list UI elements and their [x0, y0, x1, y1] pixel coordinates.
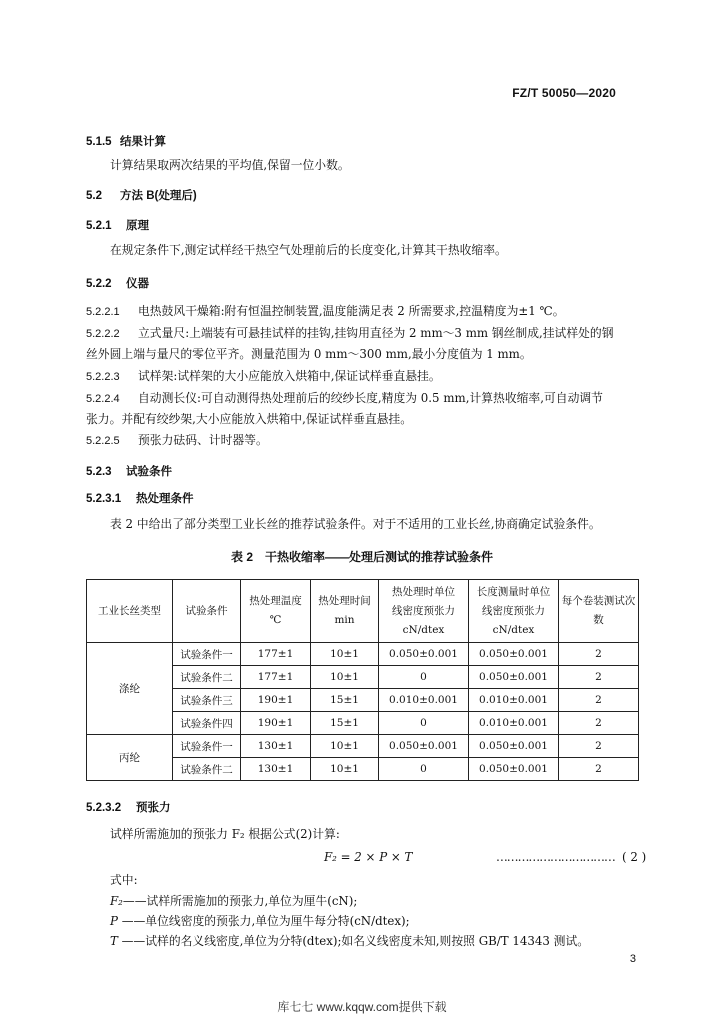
para-5-2-3-2: 试样所需施加的预张力 F₂ 根据公式(2)计算: — [110, 827, 340, 841]
cell-temp: 190±1 — [241, 689, 311, 712]
cell-temp: 177±1 — [241, 643, 311, 666]
th-test-count: 每个卷装测试次数 — [559, 580, 639, 643]
table-header-row — [87, 580, 639, 643]
cell-time: 15±1 — [311, 689, 379, 712]
th-pretension-heat: 热处理时单位 线密度预张力 cN/dtex — [379, 580, 469, 643]
cell-cond: 试验条件二 — [173, 758, 241, 781]
cell-pre2: 0.010±0.001 — [469, 689, 559, 712]
cell-cond: 试验条件四 — [173, 712, 241, 735]
para-5-2-2-4-cont: 张力。并配有绞纱架,大小应能放入烘箱中,保证试样垂直悬挂。 — [86, 412, 413, 426]
table-row — [87, 643, 639, 666]
cell-temp: 177±1 — [241, 666, 311, 689]
table-caption: 表 2 干热收缩率——处理后测试的推荐试验条件 — [230, 550, 493, 564]
cell-type: 涤纶 — [87, 643, 173, 735]
para-5-2-1: 在规定条件下,测定试样经干热空气处理前后的长度变化,计算其干热收缩率。 — [110, 243, 507, 257]
cell-pre2: 0.050±0.001 — [469, 758, 559, 781]
watermark-footer: 库七七 www.kqqw.com提供下载 — [277, 1000, 447, 1014]
where-label: 式中: — [110, 873, 138, 887]
formula-number: ( 2 ) — [622, 850, 647, 864]
para-5-2-2-2: 5.2.2.2 立式量尺:上端装有可悬挂试样的挂钩,挂钩用直径为 2 mm～3 mm 钢丝制成,挂试样处的钢 — [86, 326, 614, 340]
heading-5-1-5: 5.1.5 结果计算 — [86, 136, 166, 148]
para-5-2-3-1: 表 2 中给出了部分类型工业长丝的推荐试验条件。对于不适用的工业长丝,协商确定试验条件。 — [110, 517, 601, 531]
conditions-table — [86, 579, 639, 781]
cell-time: 10±1 — [311, 643, 379, 666]
cell-pre2: 0.050±0.001 — [469, 643, 559, 666]
page-number: 3 — [629, 953, 636, 965]
para-5-2-2-5: 5.2.2.5 预张力砝码、计时器等。 — [86, 433, 268, 447]
para-5-2-2-3: 5.2.2.3 试样架:试样架的大小应能放入烘箱中,保证试样垂直悬挂。 — [86, 369, 441, 383]
cell-pre1: 0.050±0.001 — [379, 643, 469, 666]
cell-n: 2 — [559, 689, 639, 712]
cell-cond: 试验条件一 — [173, 735, 241, 758]
cell-cond: 试验条件二 — [173, 666, 241, 689]
cell-pre1: 0.050±0.001 — [379, 735, 469, 758]
cell-pre1: 0 — [379, 758, 469, 781]
heading-5-2-2: 5.2.2 仪器 — [86, 278, 149, 290]
th-pretension-length: 长度测量时单位 线密度预张力 cN/dtex — [469, 580, 559, 643]
cell-temp: 190±1 — [241, 712, 311, 735]
cell-cond: 试验条件三 — [173, 689, 241, 712]
th-temperature: 热处理温度 ℃ — [241, 580, 311, 643]
th-filament-type: 工业长丝类型 — [87, 580, 173, 643]
th-time: 热处理时间 min — [311, 580, 379, 643]
heading-5-2: 5.2 方法 B(处理后) — [86, 190, 197, 202]
cell-time: 10±1 — [311, 666, 379, 689]
cell-pre2: 0.050±0.001 — [469, 735, 559, 758]
para-5-1-5: 计算结果取两次结果的平均值,保留一位小数。 — [110, 158, 350, 172]
th-test-condition: 试验条件 — [173, 580, 241, 643]
formula-dots: …………………………… — [496, 850, 615, 864]
formula-expression: F₂ = 2 × P × T — [324, 850, 413, 864]
var-t: T ——试样的名义线密度,单位为分特(dtex);如名义线密度未知,则按照 GB/T 14343 测试。 — [110, 934, 590, 948]
cell-pre1: 0 — [379, 666, 469, 689]
var-f2: F₂——试样所需施加的预张力,单位为厘牛(cN); — [110, 894, 358, 908]
table-row — [87, 735, 639, 758]
cell-time: 10±1 — [311, 758, 379, 781]
cell-type: 丙纶 — [87, 735, 173, 781]
cell-pre1: 0 — [379, 712, 469, 735]
cell-n: 2 — [559, 758, 639, 781]
cell-temp: 130±1 — [241, 735, 311, 758]
cell-time: 15±1 — [311, 712, 379, 735]
cell-n: 2 — [559, 735, 639, 758]
cell-pre1: 0.010±0.001 — [379, 689, 469, 712]
para-5-2-2-4: 5.2.2.4 自动测长仪:可自动测得热处理前后的绞纱长度,精度为 0.5 mm,计算热收缩率,可自动调节 — [86, 391, 603, 405]
var-p: P ——单位线密度的预张力,单位为厘牛每分特(cN/dtex); — [110, 914, 410, 928]
heading-5-2-1: 5.2.1 原理 — [86, 220, 149, 232]
cell-pre2: 0.050±0.001 — [469, 666, 559, 689]
heading-5-2-3: 5.2.3 试验条件 — [86, 466, 172, 478]
cell-n: 2 — [559, 643, 639, 666]
cell-time: 10±1 — [311, 735, 379, 758]
cell-cond: 试验条件一 — [173, 643, 241, 666]
para-5-2-2-2-cont: 丝外圆上端与量尺的零位平齐。测量范围为 0 mm～300 mm,最小分度值为 1 mm。 — [86, 347, 532, 361]
para-5-2-2-1: 5.2.2.1 电热鼓风干燥箱:附有恒温控制装置,温度能满足表 2 所需要求,控温精度为±1 ℃。 — [86, 304, 565, 318]
heading-5-2-3-1: 5.2.3.1 热处理条件 — [86, 493, 194, 505]
standard-number: FZ/T 50050—2020 — [512, 86, 616, 100]
cell-pre2: 0.010±0.001 — [469, 712, 559, 735]
heading-5-2-3-2: 5.2.3.2 预张力 — [86, 802, 171, 814]
cell-temp: 130±1 — [241, 758, 311, 781]
cell-n: 2 — [559, 666, 639, 689]
cell-n: 2 — [559, 712, 639, 735]
